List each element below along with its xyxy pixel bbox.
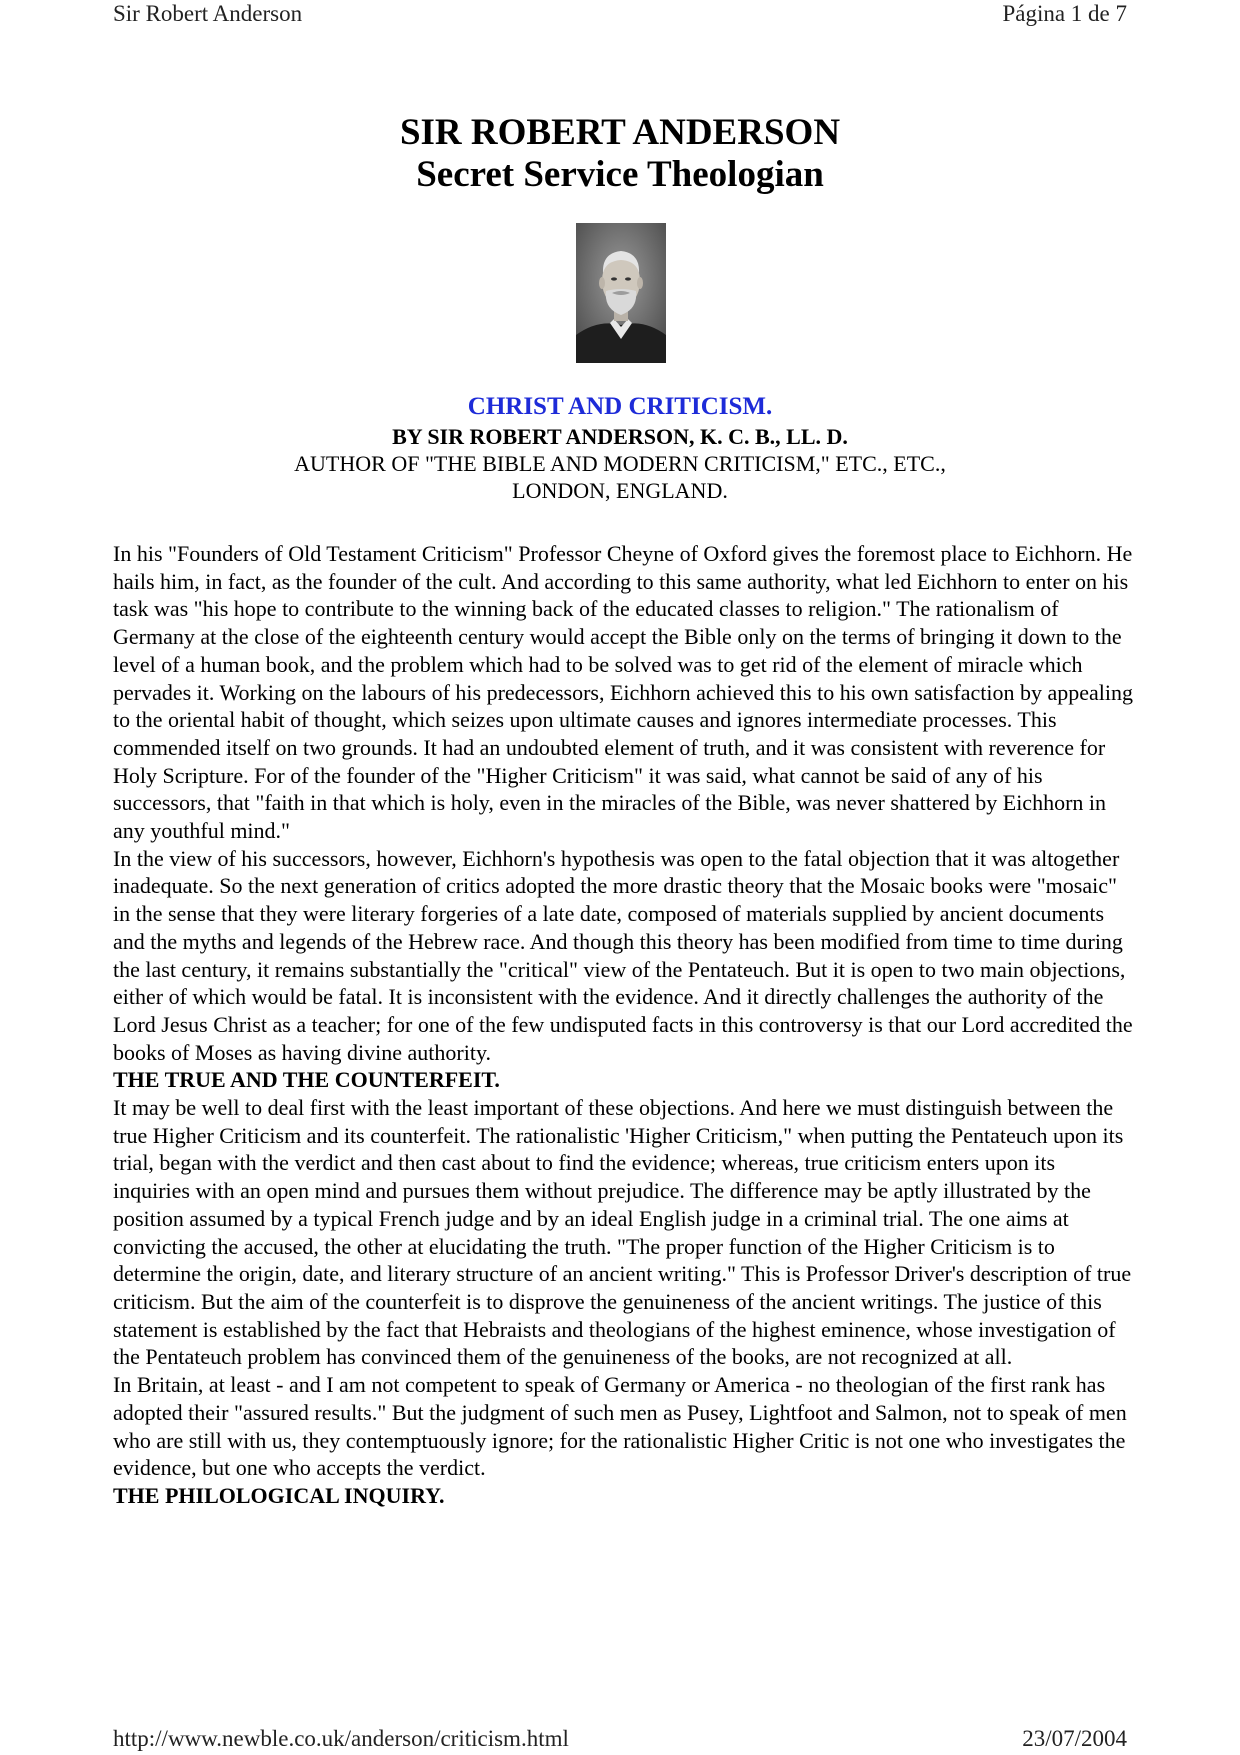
article-byline: BY SIR ROBERT ANDERSON, K. C. B., LL. D.: [392, 424, 848, 449]
title-line-2: Secret Service Theologian: [416, 154, 824, 195]
section-heading-philological-inquiry: THE PHILOLOGICAL INQUIRY.: [113, 1482, 445, 1508]
author-location: LONDON, ENGLAND.: [512, 478, 728, 503]
article-title: CHRIST AND CRITICISM.: [467, 393, 773, 420]
paragraph-1: In his "Founders of Old Testament Criticism" Professor Cheyne of Oxford gives the foremost place to Eichhorn. He hails him, in fact, as the founder of the cult. And according to this same authority, what led Eichhorn to enter on his task was "his hope to contribute to the winning back of the educated classes to religion." The rationalism of Germany at the close of the eighteenth century would accept the Bible only on the terms of bringing it down to the level of a human book, and the problem which had to be solved was to get rid of the element of miracle which pervades it. Working on the labours of his predecessors, Eichhorn achieved this to his own satisfaction by appealing to the oriental habit of thought, which seizes upon ultimate causes and ignores intermediate processes. This commended itself on two grounds. It had an undoubted element of truth, and it was consistent with reverence for Holy Scripture. For of the founder of the "Higher Criticism" it was said, what cannot be said of any of his successors, that "faith in that which is holy, even in the miracles of the Bible, was never shattered by Eichhorn in any youthful mind.": [113, 541, 1133, 844]
paragraph-4: In Britain, at least - and I am not competent to speak of Germany or America - no theologian of the first rank has adopted their "assured results." But the judgment of such men as Pusey, Lightfoot and Salmon, not to speak of men who are still with us, they contemptuously ignore; for the rationalistic Higher Critic is not one who investigates the evidence, but one who accepts the verdict.: [113, 1372, 1127, 1481]
portrait-photo-icon: [576, 223, 666, 363]
paragraph-2: In the view of his successors, however, Eichhorn's hypothesis was open to the fatal objection that it was altogether inadequate. So the next generation of critics adopted the more drastic theory that the Mosaic books were "mosaic" in the sense that they were literary forgeries of a late date, composed of materials supplied by ancient documents and the myths and legends of the Hebrew race. And though this theory has been modified from time to time during the last century, it remains substantially the "critical" view of the Pentateuch. But it is open to two main objections, either of which would be fatal. It is inconsistent with the evidence. And it directly challenges the authority of the Lord Jesus Christ as a teacher; for one of the few undisputed facts in this controversy is that our Lord accredited the books of Moses as having divine authority.: [113, 845, 1133, 1065]
document-title: [0, 112, 1240, 196]
title-line-1: SIR ROBERT ANDERSON: [399, 112, 841, 153]
section-heading-true-counterfeit: THE TRUE AND THE COUNTERFEIT.: [113, 1067, 500, 1093]
footer-date: 23/07/2004: [1022, 1726, 1127, 1751]
page-number: Página 1 de 7: [1002, 1, 1127, 26]
page-header-title: Sir Robert Anderson: [113, 1, 303, 26]
article-body: [113, 540, 1133, 1510]
author-credits: AUTHOR OF "THE BIBLE AND MODERN CRITICISM," ETC., ETC.,: [294, 451, 946, 476]
paragraph-3: It may be well to deal first with the least important of these objections. And here we must distinguish between the true Higher Criticism and its counterfeit. The rationalistic 'Higher Criticism," when putting the Pentateuch upon its trial, began with the verdict and then cast about to find the evidence; whereas, true criticism enters upon its inquiries with an open mind and pursues them without prejudice. The difference may be aptly illustrated by the position assumed by a typical French judge and by an ideal English judge in a criminal trial. The one aims at convicting the accused, the other at elucidating the truth. "The proper function of the Higher Criticism is to determine the origin, date, and literary structure of an ancient writing." This is Professor Driver's description of true criticism. But the aim of the counterfeit is to disprove the genuineness of the ancient writings. The justice of this statement is established by the fact that Hebraists and theologians of the highest eminence, whose investigation of the Pentateuch problem has convinced them of the genuineness of the books, are not recognized at all.: [113, 1095, 1132, 1370]
footer-url: http://www.newble.co.uk/anderson/criticism.html: [113, 1726, 569, 1751]
article-heading-block: [0, 392, 1240, 504]
